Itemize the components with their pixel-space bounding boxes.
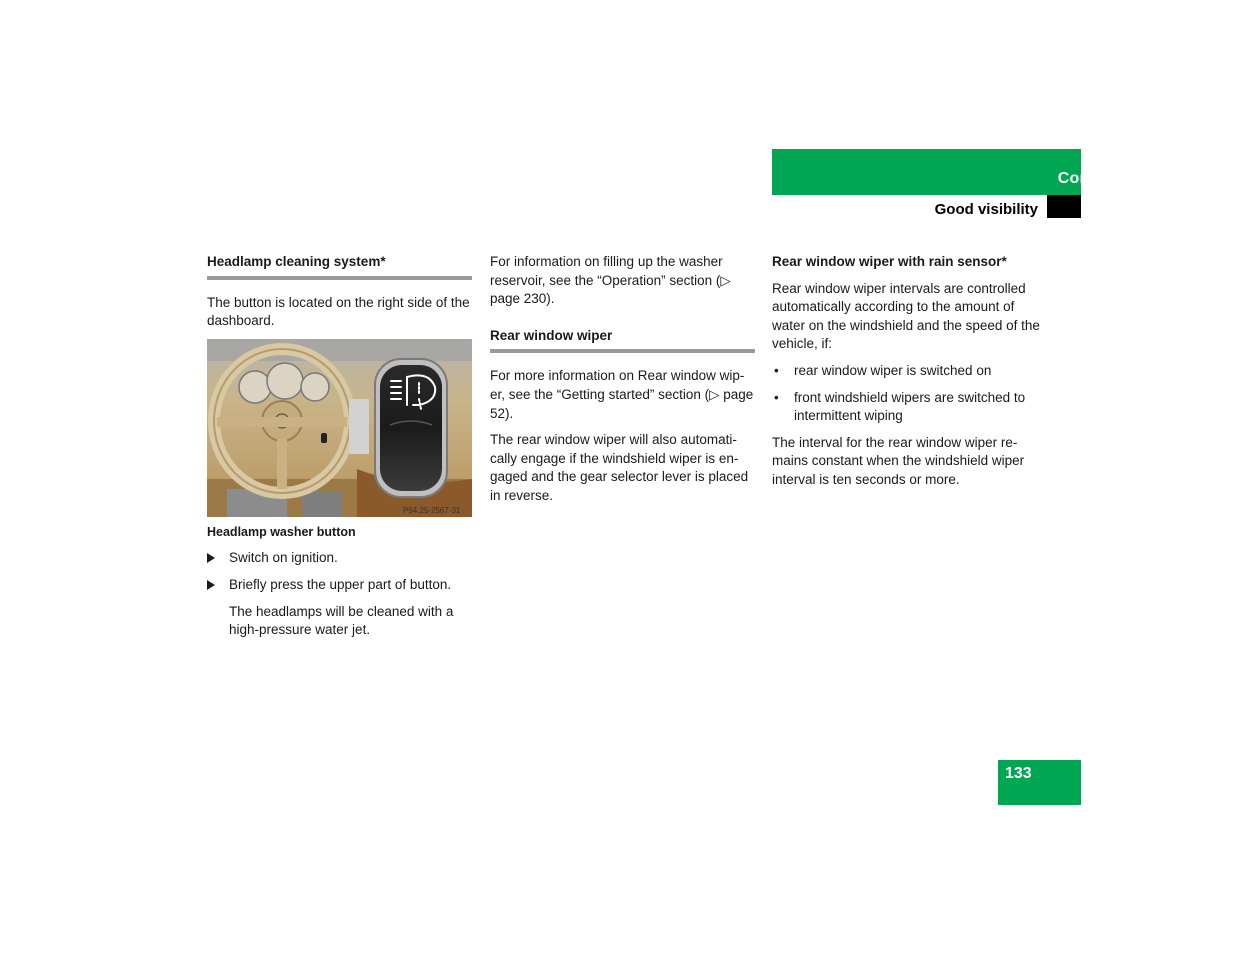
step-text: Briefly press the upper part of button. bbox=[229, 576, 452, 592]
heading-rule bbox=[207, 276, 472, 280]
washer-reservoir-info: For information on filling up the washer reservoir, see the “Operation” section (▷ page 230). bbox=[490, 254, 731, 307]
rain-sensor-intro: Rear window wiper intervals are controlled automatically according to the amount of water on the windshield and the speed of the vehicle, if: bbox=[772, 280, 1040, 352]
section-title: Controls in detail bbox=[1057, 170, 1192, 187]
heading-rule bbox=[490, 349, 755, 353]
subsection-title: Good visibility bbox=[934, 201, 1038, 218]
dashboard-photo bbox=[207, 339, 472, 517]
bullet-icon: • bbox=[774, 362, 779, 378]
step-item bbox=[207, 549, 472, 568]
list-item-text: rear window wiper is switched on bbox=[794, 362, 992, 378]
step-item bbox=[207, 576, 472, 595]
header-black-tab bbox=[1047, 195, 1081, 218]
list-item-text: front windshield wipers are switched to intermittent wiping bbox=[794, 389, 1026, 424]
photo-code: P54.25-2567-31 bbox=[403, 505, 461, 515]
list-item bbox=[772, 389, 1040, 426]
page-number: 133 bbox=[1005, 765, 1032, 782]
column-1 bbox=[207, 253, 472, 648]
dashboard-illustration bbox=[207, 339, 472, 517]
heading-rear-window-wiper: Rear window wiper bbox=[490, 327, 613, 343]
photo-caption: Headlamp washer button bbox=[207, 524, 356, 539]
arrow-icon bbox=[207, 580, 215, 590]
arrow-icon bbox=[207, 553, 215, 563]
page-number-box bbox=[998, 760, 1081, 805]
interval-info: The interval for the rear window wiper re-mains constant when the windshield wiper interval is ten seconds or more. bbox=[772, 434, 1025, 487]
step-text: Switch on ignition. bbox=[229, 550, 338, 566]
column-2 bbox=[490, 253, 755, 514]
bullet-icon: • bbox=[774, 389, 779, 405]
rear-wiper-info: For more information on Rear window wip-er, see the “Getting started” section (▷ page 52). bbox=[490, 368, 754, 421]
result-text: The headlamps will be cleaned with a high-pressure water jet. bbox=[229, 603, 454, 638]
list-item bbox=[772, 362, 1040, 381]
heading-rain-sensor: Rear window wiper with rain sensor* bbox=[772, 254, 1007, 269]
header-green-bar bbox=[772, 149, 1081, 195]
rear-wiper-reverse-info: The rear window wiper will also automati-cally engage if the windshield wiper is en-gaged and the gear selector lever is placed in reverse. bbox=[490, 432, 749, 503]
intro-text: The button is located on the right side of the dashboard. bbox=[207, 294, 470, 329]
column-3 bbox=[772, 253, 1040, 498]
heading-headlamp-cleaning: Headlamp cleaning system* bbox=[207, 254, 386, 269]
